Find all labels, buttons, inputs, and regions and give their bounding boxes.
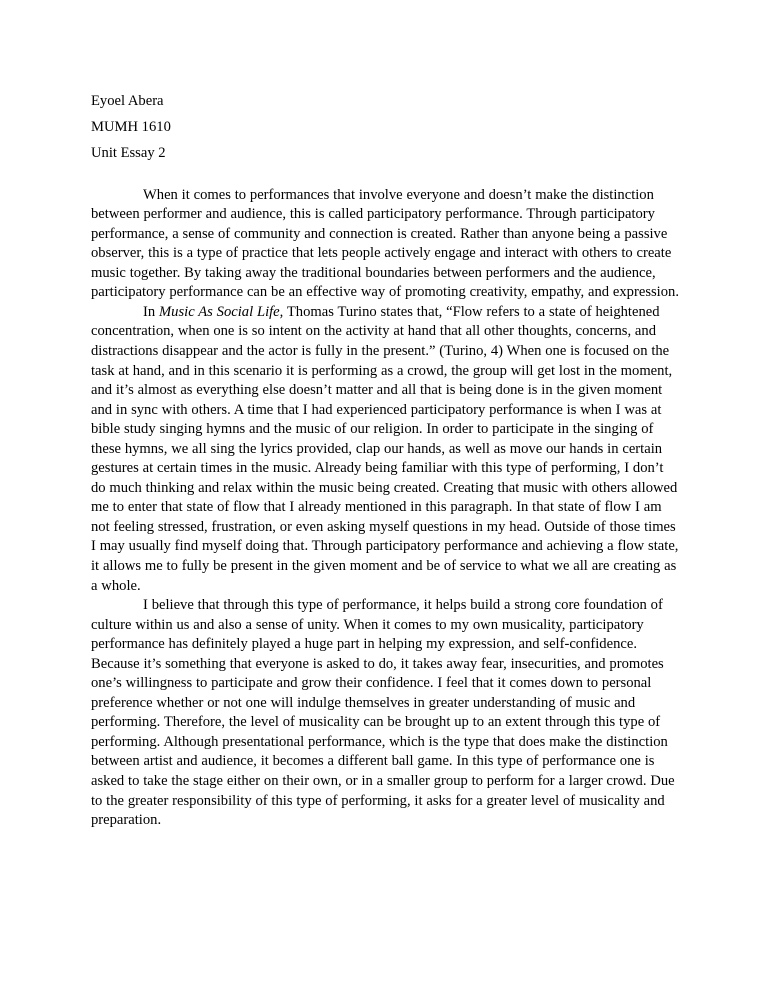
essay-paragraph-1: When it comes to performances that involve everyone and doesn’t make the distinction between performer and audience, this is called participatory performance. Through participatory performance, a sense of community and connection is created. Rather than anyone being a passive observer, this is a type of practice that lets people actively engage and interact with others to create music together. By taking away the traditional boundaries between performers and the audience, participatory performance can be an effective way of promoting creativity, empathy, and expression. xyxy=(91,186,679,301)
essay-body xyxy=(91,186,679,831)
cited-book-title: Music As Social Life, xyxy=(159,303,284,320)
essay-paragraph-2 xyxy=(91,303,679,596)
heading-author-name: Eyoel Abera xyxy=(91,93,164,109)
mla-heading-block xyxy=(91,88,679,167)
essay-paragraph-3: I believe that through this type of performance, it helps build a strong core foundation of culture within us and also a sense of unity. When it comes to my own musicality, participatory performance has definitely played a huge part in helping my expression, and self-confidence. Because it’s something that everyone is asked to do, it takes away fear, insecurities, and promotes one’s willingness to participate and grow their confidence. I feel that it comes down to personal preference whether or not one will indulge themselves in greater understanding of music and performing. Therefore, the level of musicality can be brought up to an extent through this type of performing. Although presentational performance, which is the type that does make the distinction between artist and audience, it becomes a different ball game. In this type of performance one is asked to take the stage either on their own, or in a smaller group to perform for a larger crowd. Due to the greater responsibility of this type of performing, it asks for a greater level of musicality and preparation. xyxy=(91,597,675,829)
paragraph-2-lead-in: In xyxy=(143,303,159,320)
document-text-body xyxy=(91,88,679,831)
heading-course-code: MUMH 1610 xyxy=(91,119,171,136)
heading-assignment-title: Unit Essay 2 xyxy=(91,145,166,162)
paragraph-2-remainder: Thomas Turino states that, “Flow refers to a state of heightened concentration, when one is so intent on the activity at hand that all other thoughts, concerns, and distractions disappear and the actor is fully in the present.” (Turino, 4) When one is focused on the task at hand, and in this scenario it is performing as a crowd, the group will get lost in the moment, and it’s almost as everything else doesn’t matter and all that is being done is in the given moment and in sync with others. A time that I had experienced participatory performance is when I was at bible study singing hymns and the music of our religion. In order to participate in the singing of these hymns, we all sing the lyrics provided, clap our hands, as well as move our hands in certain gestures at certain times in the music. Already being familiar with this type of performing, I don’t do much thinking and relax within the music being created. Creating that music with others allowed me to enter that state of flow that I already mentioned in this paragraph. In that state of flow I am not feeling stressed, frustration, or even asking myself questions in my head. Outside of those times I may usually find myself doing that. Through participatory performance and achieving a flow state, it allows me to fully be present in the given moment and be of service to what we all are creating as a whole. xyxy=(91,303,679,594)
